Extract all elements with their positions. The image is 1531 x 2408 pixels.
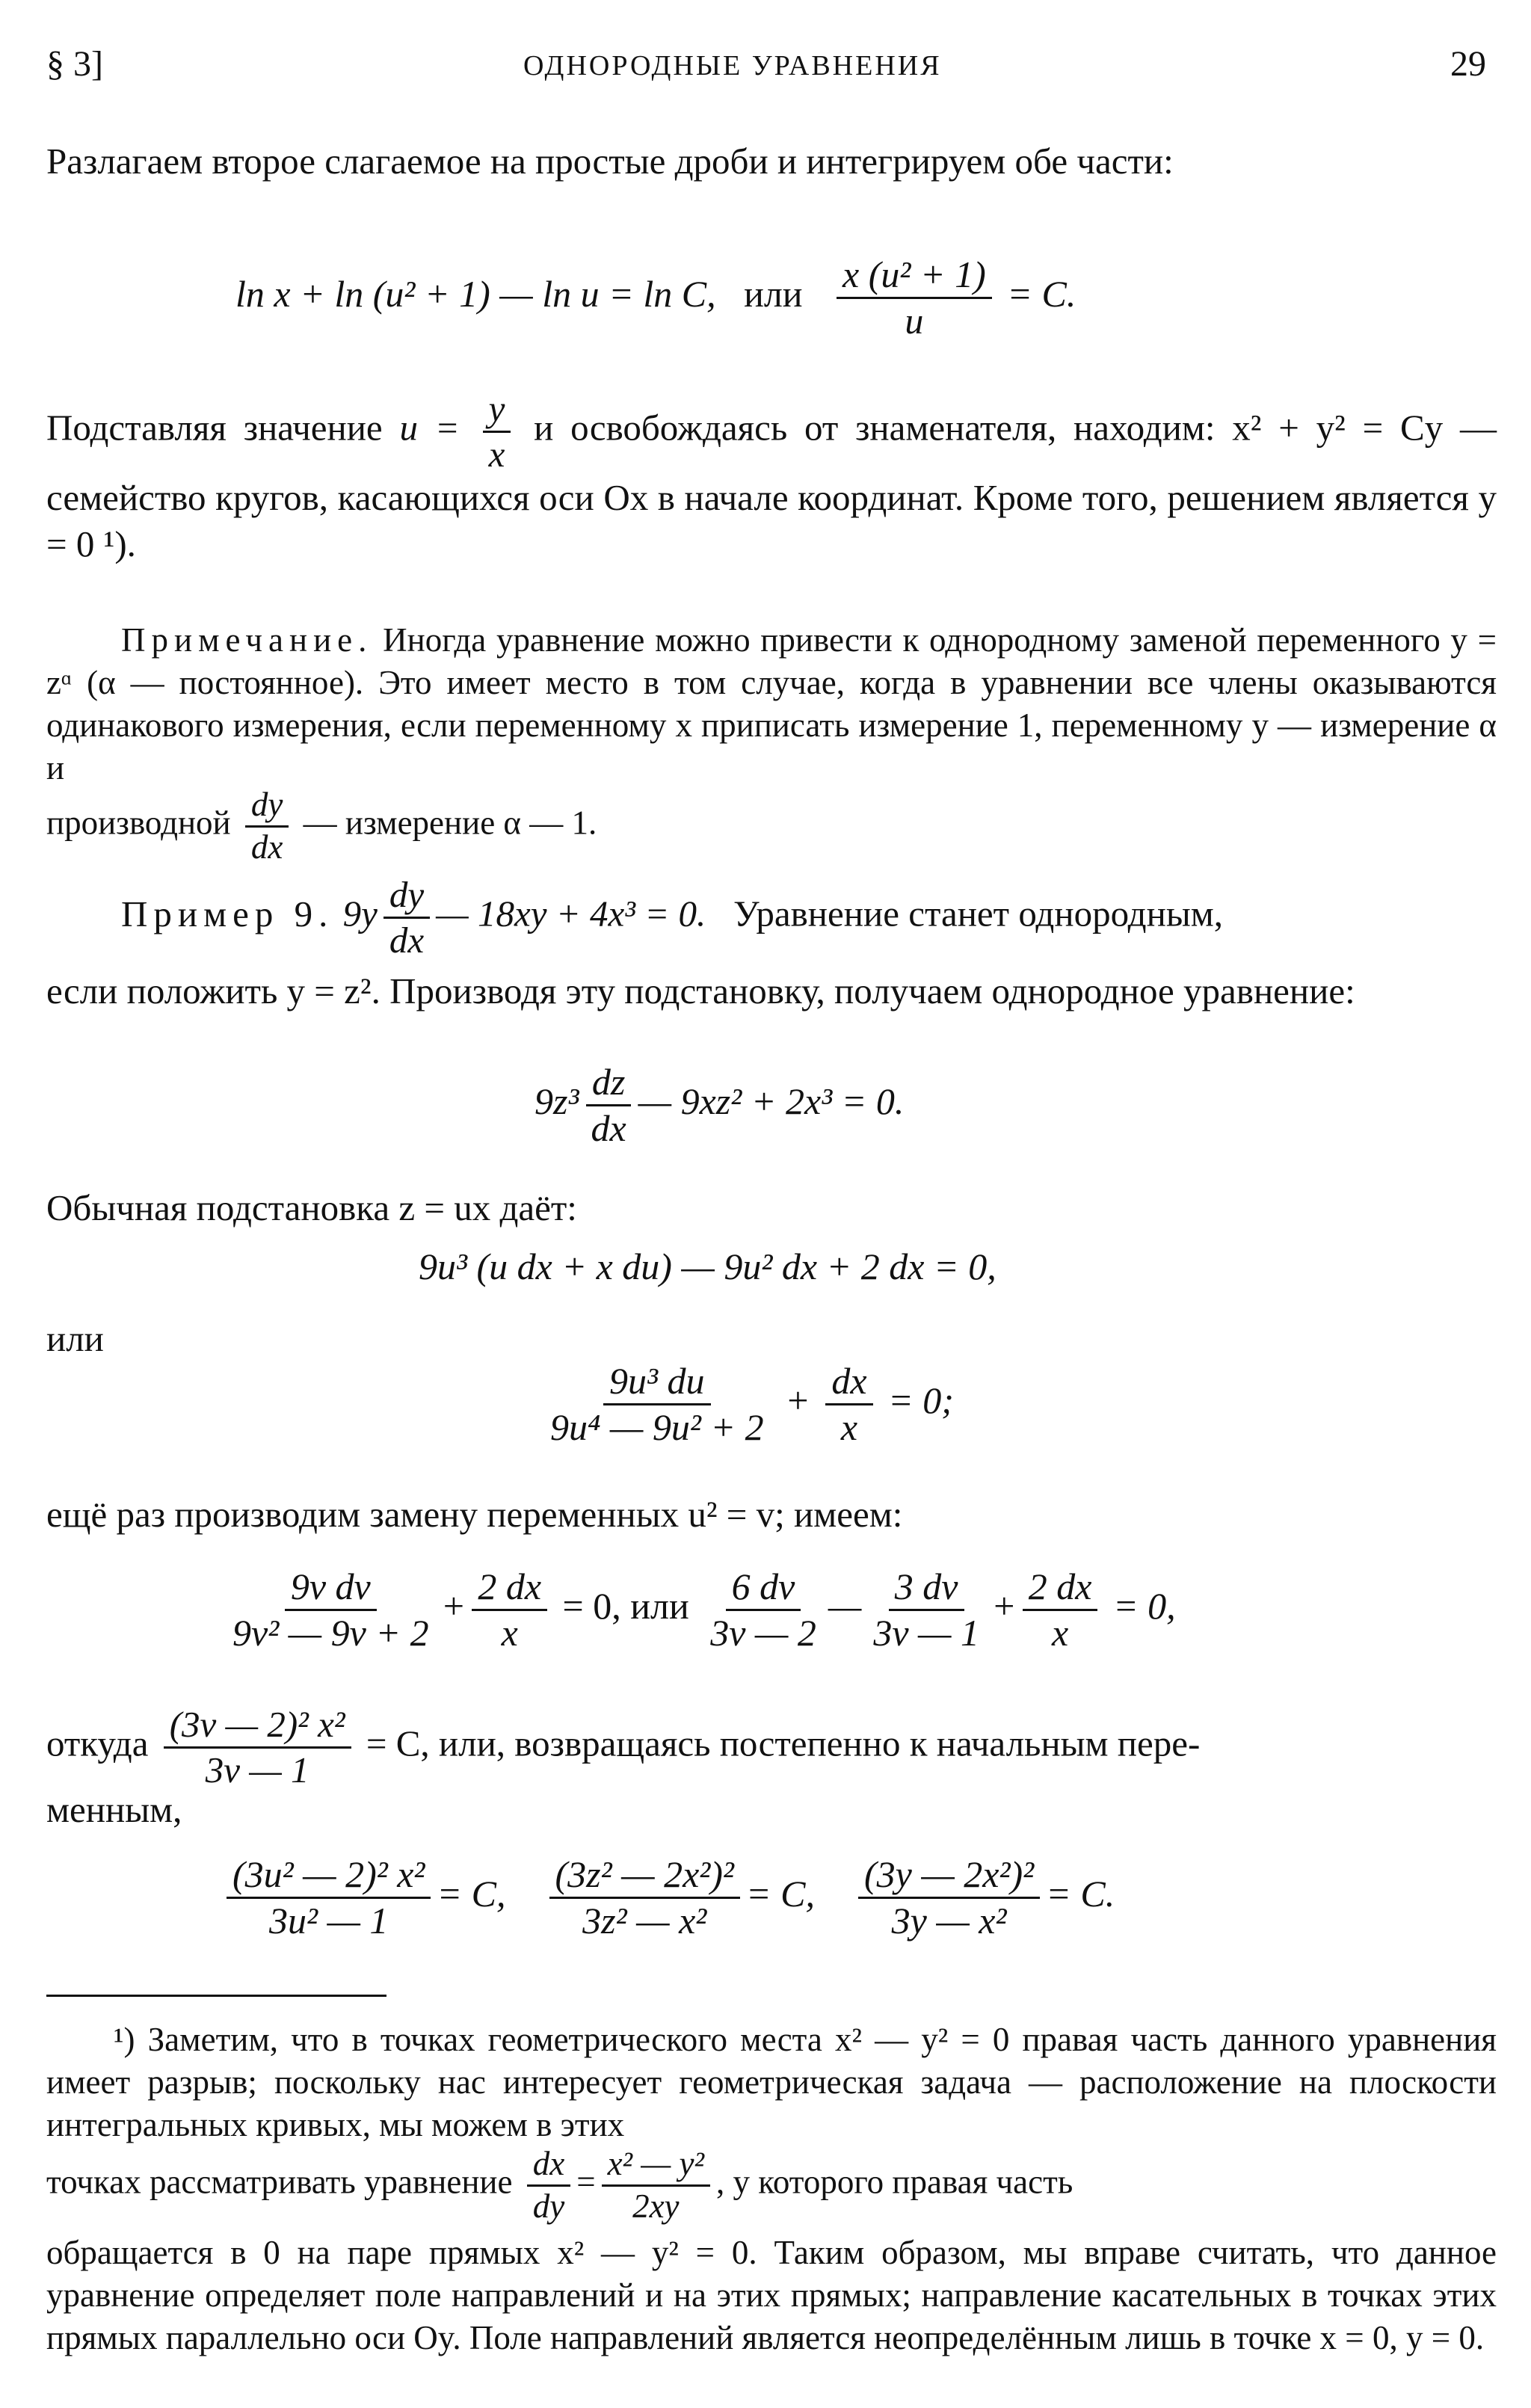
paragraph-1: Разлагаем второе слагаемое на простые дроби и интегрируем обе части: bbox=[46, 141, 1174, 182]
paragraph-5: откуда $\frac{\text{(3v — 2)² x²}}{3v — 1}$ = C, или, возвращаясь постепенно к начальным пере- bbox=[46, 1704, 1201, 1790]
section-marker: § 3] bbox=[46, 44, 103, 84]
equation-6: $\frac{\text{(3u² — 2)² x²}}{\text{3u² — 1}}$ = C, $\frac{\text{(3z² — 2x²)²}}{\text{3z² — x²}}$ = C, $\frac{\text{(3y — 2x²)²}}{\text{3y — x²}}$ = C. bbox=[221, 1854, 1115, 1942]
p2-fraction: $\frac{y}{x}$ bbox=[483, 389, 511, 475]
equation-5: $\frac{\text{9v dv}}{\text{9v² — 9v + 2}}$ + $\frac{2 dx}{x}$ = 0, или $\frac{6 dv}{3v — 2}$ — $\frac{3 dv}{3v — 1}$ + $\frac{2 dx}{x}$ = 0, bbox=[232, 1565, 1176, 1654]
or-word: или bbox=[46, 1318, 104, 1359]
note-text: Иногда уравнение можно привести к однородному заменой переменного y = zᵅ (α — постоянное). Это имеет место в том случае, когда в уравнении все члены оказываются одинакового измерения, если переменному x приписать измерение 1, переменному y — измерение α и bbox=[46, 621, 1497, 786]
eq1-right: = C. bbox=[1007, 272, 1076, 315]
equation-4: $\frac{\text{9u³ du}}{\text{9u⁴ — 9u² + 2}}$ + $\frac{dx}{x}$ = 0; bbox=[550, 1360, 954, 1448]
equation-3: 9u³ (u dx + x du) — 9u² dx + 2 dx = 0, bbox=[419, 1245, 996, 1287]
eq1-left: ln x + ln (u² + 1) — ln u = ln C, bbox=[235, 272, 716, 315]
running-title: ОДНОРОДНЫЕ УРАВНЕНИЯ bbox=[523, 50, 942, 81]
page-number: 29 bbox=[1450, 44, 1486, 84]
paragraph-2: Подставляя значение u = $\frac{y}{x}$ и освобождаясь от знаменателя, находим: x² + y² = Cy — семейство кругов, касающихся оси Ox в начале координат. Кроме того, решением является y = 0 ¹). bbox=[46, 388, 1497, 564]
eq1-or: или bbox=[744, 272, 803, 315]
paragraph-5-end: менным, bbox=[46, 1789, 182, 1830]
eq1-fraction: $\frac{\text{x (u² + 1)}}{u}$ bbox=[837, 254, 992, 342]
equation-2: 9z³ $\frac{dz}{dx}$ — 9xz² + 2x³ = 0. bbox=[535, 1061, 905, 1149]
note-label: Примечание. bbox=[121, 621, 373, 659]
paragraph-4: ещё раз производим замену переменных u² = v; имеем: bbox=[46, 1494, 903, 1535]
footnote-rule bbox=[46, 1995, 386, 1997]
note-derivative-line: производной $\frac{dy}{dx}$ — измерение α — 1. bbox=[46, 786, 597, 866]
footnote-text-2: точках рассматривать уравнение $\frac{dx}{dy}$ = $\frac{\text{x² — y²}}{2xy}$ , у которого правая часть bbox=[46, 2145, 1073, 2225]
note-paragraph bbox=[46, 619, 1497, 789]
footnote-text-3: обращается в 0 на паре прямых x² — y² = 0. Таким образом, мы вправе считать, что данное уравнение определяет поле направлений и на этих прямых; направление касательных в точках этих прямых параллельно оси Oy. Поле направлений является неопределённым лишь в точке x = 0, y = 0. bbox=[46, 2234, 1497, 2356]
example-9-text: если положить y = z². Производя эту подстановку, получаем однородное уравнение: bbox=[46, 970, 1355, 1011]
equation-1 bbox=[235, 254, 1076, 342]
paragraph-3: Обычная подстановка z = ux даёт: bbox=[46, 1187, 577, 1228]
example-9-line: Пример 9. 9y $\frac{dy}{dx}$ — 18xy + 4x³ = 0. Уравнение станет однородным, bbox=[121, 874, 1224, 961]
footnote-text-1: ¹) Заметим, что в точках геометрического места x² — y² = 0 правая часть данного уравнения имеет разрыв; поскольку нас интересует геометрическая задача — расположение на плоскости интегральных кривых, мы можем в этих bbox=[46, 2021, 1497, 2143]
example-label: Пример 9. bbox=[121, 893, 334, 934]
